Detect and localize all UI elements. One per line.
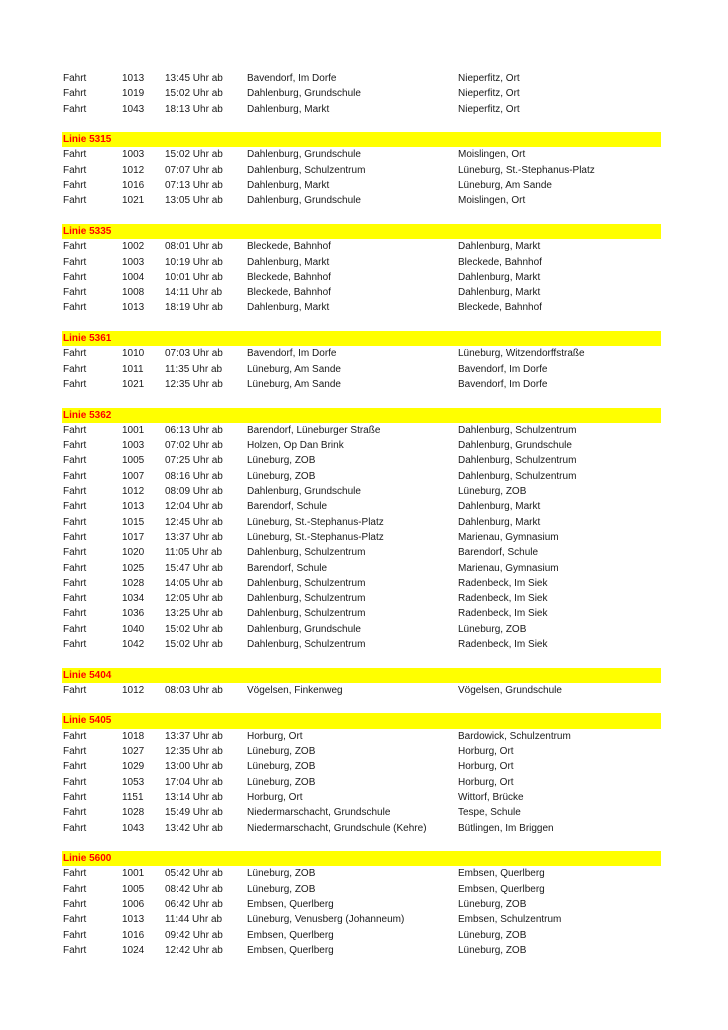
trip-row [62, 821, 661, 836]
departure-time: 07:07 Uhr ab [165, 164, 223, 176]
origin-stop: Horburg, Ort [247, 730, 303, 742]
departure-time: 09:42 Uhr ab [165, 929, 223, 941]
trip-label: Fahrt [63, 577, 87, 589]
departure-time: 13:37 Uhr ab [165, 531, 223, 543]
departure-time: 12:35 Uhr ab [165, 746, 223, 758]
destination-stop: Lüneburg, ZOB [458, 486, 527, 498]
departure-time: 05:42 Uhr ab [165, 868, 223, 880]
trip-number: 1043 [122, 822, 145, 834]
destination-stop: Dahlenburg, Markt [458, 241, 541, 253]
origin-stop: Dahlenburg, Grundschule [247, 623, 361, 635]
trip-label: Fahrt [63, 455, 87, 467]
trip-label: Fahrt [63, 730, 87, 742]
trip-label: Fahrt [63, 899, 87, 911]
trip-number: 1007 [122, 470, 145, 482]
departure-time: 13:05 Uhr ab [165, 195, 223, 207]
departure-time: 08:16 Uhr ab [165, 470, 223, 482]
trip-row [62, 866, 661, 881]
trip-label: Fahrt [63, 623, 87, 635]
trip-label: Fahrt [63, 547, 87, 559]
destination-stop: Dahlenburg, Markt [458, 287, 541, 299]
trip-label: Fahrt [63, 256, 87, 268]
departure-time: 15:02 Uhr ab [165, 149, 223, 161]
trip-label: Fahrt [63, 363, 87, 375]
trip-row [62, 744, 661, 759]
trip-label: Fahrt [63, 440, 87, 452]
trip-row [62, 897, 661, 912]
origin-stop: Horburg, Ort [247, 791, 303, 803]
destination-stop: Radenbeck, Im Siek [458, 577, 548, 589]
trip-label: Fahrt [63, 929, 87, 941]
destination-stop: Radenbeck, Im Siek [458, 593, 548, 605]
destination-stop: Radenbeck, Im Siek [458, 638, 548, 650]
line-header: Linie 5600 [62, 851, 661, 866]
departure-time: 13:42 Uhr ab [165, 822, 223, 834]
origin-stop: Dahlenburg, Grundschule [247, 486, 361, 498]
trip-label: Fahrt [63, 470, 87, 482]
trip-number: 1003 [122, 149, 145, 161]
trip-label: Fahrt [63, 501, 87, 513]
origin-stop: Embsen, Querlberg [247, 929, 334, 941]
trip-number: 1004 [122, 271, 145, 283]
trip-row [62, 775, 661, 790]
destination-stop: Bavendorf, Im Dorfe [458, 378, 548, 390]
trip-number: 1027 [122, 746, 145, 758]
origin-stop: Lüneburg, ZOB [247, 868, 316, 880]
trip-label: Fahrt [63, 822, 87, 834]
trip-label: Fahrt [63, 486, 87, 498]
origin-stop: Embsen, Querlberg [247, 944, 334, 956]
origin-stop: Dahlenburg, Schulzentrum [247, 608, 366, 620]
trip-row [62, 285, 661, 300]
trip-number: 1013 [122, 302, 145, 314]
trip-label: Fahrt [63, 424, 87, 436]
trip-row [62, 561, 661, 576]
trip-label: Fahrt [63, 761, 87, 773]
departure-time: 06:42 Uhr ab [165, 899, 223, 911]
trip-row [62, 530, 661, 545]
trip-row [62, 805, 661, 820]
destination-stop: Nieperfitz, Ort [458, 103, 520, 115]
origin-stop: Holzen, Op Dan Brink [247, 440, 344, 452]
origin-stop: Dahlenburg, Schulzentrum [247, 547, 366, 559]
trip-label: Fahrt [63, 88, 87, 100]
trip-number: 1017 [122, 531, 145, 543]
destination-stop: Lüneburg, Am Sande [458, 180, 552, 192]
trip-row [62, 882, 661, 897]
departure-time: 12:35 Uhr ab [165, 378, 223, 390]
destination-stop: Bleckede, Bahnhof [458, 302, 542, 314]
line-header: Linie 5335 [62, 224, 661, 239]
departure-time: 15:02 Uhr ab [165, 88, 223, 100]
destination-stop: Radenbeck, Im Siek [458, 608, 548, 620]
trip-number: 1028 [122, 577, 145, 589]
trip-number: 1042 [122, 638, 145, 650]
trip-number: 1002 [122, 241, 145, 253]
destination-stop: Dahlenburg, Schulzentrum [458, 424, 577, 436]
origin-stop: Dahlenburg, Schulzentrum [247, 164, 366, 176]
trip-number: 1025 [122, 562, 145, 574]
trip-row [62, 71, 661, 86]
origin-stop: Dahlenburg, Markt [247, 256, 330, 268]
departure-time: 07:03 Uhr ab [165, 348, 223, 360]
origin-stop: Bavendorf, Im Dorfe [247, 73, 337, 84]
trip-number: 1012 [122, 486, 145, 498]
trip-label: Fahrt [63, 195, 87, 207]
origin-stop: Dahlenburg, Grundschule [247, 195, 361, 207]
trip-label: Fahrt [63, 562, 87, 574]
trip-number: 1012 [122, 164, 145, 176]
trip-number: 1036 [122, 608, 145, 620]
trip-number: 1043 [122, 103, 145, 115]
trip-number: 1034 [122, 593, 145, 605]
destination-stop: Dahlenburg, Schulzentrum [458, 470, 577, 482]
departure-time: 17:04 Uhr ab [165, 776, 223, 788]
trip-label: Fahrt [63, 638, 87, 650]
departure-time: 08:09 Uhr ab [165, 486, 223, 498]
destination-stop: Horburg, Ort [458, 761, 514, 773]
destination-stop: Embsen, Querlberg [458, 868, 545, 880]
trip-label: Fahrt [63, 378, 87, 390]
trip-label: Fahrt [63, 348, 87, 360]
trip-row [62, 576, 661, 591]
destination-stop: Lüneburg, ZOB [458, 929, 527, 941]
trip-row [62, 499, 661, 514]
destination-stop: Moislingen, Ort [458, 195, 526, 207]
trip-number: 1003 [122, 440, 145, 452]
destination-stop: Marienau, Gymnasium [458, 531, 559, 543]
destination-stop: Moislingen, Ort [458, 149, 526, 161]
departure-time: 06:13 Uhr ab [165, 424, 223, 436]
origin-stop: Embsen, Querlberg [247, 899, 334, 911]
departure-time: 08:42 Uhr ab [165, 883, 223, 895]
destination-stop: Dahlenburg, Markt [458, 501, 541, 513]
destination-stop: Horburg, Ort [458, 746, 514, 758]
origin-stop: Barendorf, Lüneburger Straße [247, 424, 381, 436]
trip-row [62, 943, 661, 958]
trip-label: Fahrt [63, 287, 87, 299]
origin-stop: Dahlenburg, Schulzentrum [247, 593, 366, 605]
origin-stop: Lüneburg, St.-Stephanus-Platz [247, 531, 384, 543]
trip-number: 1053 [122, 776, 145, 788]
origin-stop: Bleckede, Bahnhof [247, 271, 331, 283]
departure-time: 07:25 Uhr ab [165, 455, 223, 467]
origin-stop: Bavendorf, Im Dorfe [247, 348, 337, 360]
trip-row [62, 912, 661, 927]
origin-stop: Lüneburg, Am Sande [247, 378, 341, 390]
trip-label: Fahrt [63, 684, 87, 696]
trip-row [62, 86, 661, 101]
destination-stop: Lüneburg, Witzendorffstraße [458, 348, 585, 360]
trip-label: Fahrt [63, 883, 87, 895]
trip-row [62, 346, 661, 361]
trip-number: 1010 [122, 348, 145, 360]
origin-stop: Lüneburg, ZOB [247, 470, 316, 482]
trip-row [62, 622, 661, 637]
departure-time: 13:25 Uhr ab [165, 608, 223, 620]
trip-row [62, 515, 661, 530]
departure-time: 12:42 Uhr ab [165, 944, 223, 956]
origin-stop: Lüneburg, St.-Stephanus-Platz [247, 516, 384, 528]
origin-stop: Lüneburg, ZOB [247, 776, 316, 788]
trip-row [62, 790, 661, 805]
destination-stop: Wittorf, Brücke [458, 791, 524, 803]
trip-number: 1013 [122, 914, 145, 926]
trip-row [62, 545, 661, 560]
destination-stop: Lüneburg, St.-Stephanus-Platz [458, 164, 595, 176]
timetable-document [62, 71, 661, 958]
trip-row [62, 606, 661, 621]
trip-number: 1029 [122, 761, 145, 773]
trip-label: Fahrt [63, 914, 87, 926]
trip-number: 1001 [122, 424, 145, 436]
trip-number: 1021 [122, 378, 145, 390]
trip-label: Fahrt [63, 302, 87, 314]
origin-stop: Dahlenburg, Markt [247, 180, 330, 192]
departure-time: 15:02 Uhr ab [165, 623, 223, 635]
origin-stop: Lüneburg, Venusberg (Johanneum) [247, 914, 405, 926]
departure-time: 15:49 Uhr ab [165, 807, 223, 819]
departure-time: 12:05 Uhr ab [165, 593, 223, 605]
departure-time: 14:11 Uhr ab [165, 287, 223, 299]
line-header: Linie 5404 [62, 668, 661, 683]
origin-stop: Dahlenburg, Markt [247, 103, 330, 115]
destination-stop: Bütlingen, Im Briggen [458, 822, 554, 834]
trip-row [62, 193, 661, 208]
departure-time: 15:02 Uhr ab [165, 638, 223, 650]
destination-stop: Bardowick, Schulzentrum [458, 730, 571, 742]
departure-time: 11:05 Uhr ab [165, 547, 223, 559]
trip-row [62, 928, 661, 943]
trip-label: Fahrt [63, 776, 87, 788]
line-header: Linie 5362 [62, 408, 661, 423]
trip-row [62, 438, 661, 453]
trip-number: 1005 [122, 883, 145, 895]
trip-label: Fahrt [63, 807, 87, 819]
departure-time: 13:00 Uhr ab [165, 761, 223, 773]
destination-stop: Bavendorf, Im Dorfe [458, 363, 548, 375]
destination-stop: Nieperfitz, Ort [458, 88, 520, 100]
trip-number: 1028 [122, 807, 145, 819]
trip-row [62, 591, 661, 606]
trip-row [62, 683, 661, 698]
destination-stop: Dahlenburg, Markt [458, 516, 541, 528]
trip-number: 1020 [122, 547, 145, 559]
trip-number: 1040 [122, 623, 145, 635]
destination-stop: Dahlenburg, Grundschule [458, 440, 572, 452]
trip-label: Fahrt [63, 180, 87, 192]
trip-number: 1016 [122, 929, 145, 941]
trip-row [62, 239, 661, 254]
departure-time: 13:37 Uhr ab [165, 730, 223, 742]
trip-number: 1006 [122, 899, 145, 911]
trip-row [62, 147, 661, 162]
origin-stop: Dahlenburg, Schulzentrum [247, 577, 366, 589]
trip-label: Fahrt [63, 531, 87, 543]
trip-label: Fahrt [63, 164, 87, 176]
trip-label: Fahrt [63, 271, 87, 283]
trip-number: 1024 [122, 944, 145, 956]
origin-stop: Dahlenburg, Grundschule [247, 88, 361, 100]
trip-label: Fahrt [63, 516, 87, 528]
origin-stop: Niedermarschacht, Grundschule [247, 807, 391, 819]
trip-number: 1021 [122, 195, 145, 207]
trip-label: Fahrt [63, 241, 87, 253]
trip-label: Fahrt [63, 608, 87, 620]
departure-time: 07:13 Uhr ab [165, 180, 223, 192]
destination-stop: Lüneburg, ZOB [458, 899, 527, 911]
trip-label: Fahrt [63, 791, 87, 803]
trip-row [62, 255, 661, 270]
departure-time: 13:14 Uhr ab [165, 791, 223, 803]
destination-stop: Marienau, Gymnasium [458, 562, 559, 574]
trip-row [62, 637, 661, 652]
trip-row [62, 270, 661, 285]
origin-stop: Barendorf, Schule [247, 501, 328, 513]
trip-number: 1019 [122, 88, 145, 100]
line-header: Linie 5315 [62, 132, 661, 147]
origin-stop: Dahlenburg, Schulzentrum [247, 638, 366, 650]
origin-stop: Lüneburg, ZOB [247, 883, 316, 895]
trip-row [62, 163, 661, 178]
origin-stop: Barendorf, Schule [247, 562, 328, 574]
trip-label: Fahrt [63, 746, 87, 758]
trip-number: 1016 [122, 180, 145, 192]
origin-stop: Bleckede, Bahnhof [247, 287, 331, 299]
origin-stop: Vögelsen, Finkenweg [247, 684, 343, 696]
destination-stop: Bleckede, Bahnhof [458, 256, 542, 268]
origin-stop: Dahlenburg, Grundschule [247, 149, 361, 161]
departure-time: 11:35 Uhr ab [165, 363, 223, 375]
departure-time: 18:19 Uhr ab [165, 302, 223, 314]
line-header: Linie 5405 [62, 713, 661, 728]
destination-stop: Dahlenburg, Schulzentrum [458, 455, 577, 467]
trip-row [62, 102, 661, 117]
trip-row [62, 300, 661, 315]
trip-label: Fahrt [63, 593, 87, 605]
trip-label: Fahrt [63, 149, 87, 161]
destination-stop: Vögelsen, Grundschule [458, 684, 562, 696]
trip-label: Fahrt [63, 944, 87, 956]
destination-stop: Lüneburg, ZOB [458, 944, 527, 956]
departure-time: 14:05 Uhr ab [165, 577, 223, 589]
trip-row [62, 469, 661, 484]
trip-row [62, 362, 661, 377]
departure-time: 08:01 Uhr ab [165, 241, 223, 253]
departure-time: 10:01 Uhr ab [165, 271, 223, 283]
origin-stop: Niedermarschacht, Grundschule (Kehre) [247, 822, 427, 834]
trip-row [62, 377, 661, 392]
trip-row [62, 178, 661, 193]
trip-number: 1001 [122, 868, 145, 880]
destination-stop: Nieperfitz, Ort [458, 73, 520, 84]
destination-stop: Embsen, Schulzentrum [458, 914, 562, 926]
destination-stop: Embsen, Querlberg [458, 883, 545, 895]
trip-row [62, 759, 661, 774]
departure-time: 12:45 Uhr ab [165, 516, 223, 528]
trip-number: 1005 [122, 455, 145, 467]
trip-number: 1008 [122, 287, 145, 299]
departure-time: 10:19 Uhr ab [165, 256, 223, 268]
destination-stop: Tespe, Schule [458, 807, 521, 819]
trip-number: 1151 [122, 791, 144, 803]
departure-time: 07:02 Uhr ab [165, 440, 223, 452]
origin-stop: Lüneburg, ZOB [247, 746, 316, 758]
trip-number: 1012 [122, 684, 145, 696]
trip-label: Fahrt [63, 73, 87, 84]
destination-stop: Dahlenburg, Markt [458, 271, 541, 283]
departure-time: 08:03 Uhr ab [165, 684, 223, 696]
origin-stop: Lüneburg, Am Sande [247, 363, 341, 375]
line-header: Linie 5361 [62, 331, 661, 346]
trip-number: 1011 [122, 363, 144, 375]
trip-number: 1013 [122, 73, 145, 84]
trip-row [62, 484, 661, 499]
trip-label: Fahrt [63, 103, 87, 115]
origin-stop: Lüneburg, ZOB [247, 455, 316, 467]
trip-number: 1013 [122, 501, 145, 513]
trip-number: 1003 [122, 256, 145, 268]
departure-time: 15:47 Uhr ab [165, 562, 223, 574]
trip-number: 1015 [122, 516, 145, 528]
origin-stop: Lüneburg, ZOB [247, 761, 316, 773]
departure-time: 11:44 Uhr ab [165, 914, 223, 926]
origin-stop: Bleckede, Bahnhof [247, 241, 331, 253]
destination-stop: Lüneburg, ZOB [458, 623, 527, 635]
origin-stop: Dahlenburg, Markt [247, 302, 330, 314]
trip-row [62, 453, 661, 468]
trip-row [62, 729, 661, 744]
destination-stop: Barendorf, Schule [458, 547, 539, 559]
trip-label: Fahrt [63, 868, 87, 880]
trip-row [62, 423, 661, 438]
departure-time: 13:45 Uhr ab [165, 73, 223, 84]
departure-time: 18:13 Uhr ab [165, 103, 223, 115]
trip-number: 1018 [122, 730, 145, 742]
departure-time: 12:04 Uhr ab [165, 501, 223, 513]
destination-stop: Horburg, Ort [458, 776, 514, 788]
